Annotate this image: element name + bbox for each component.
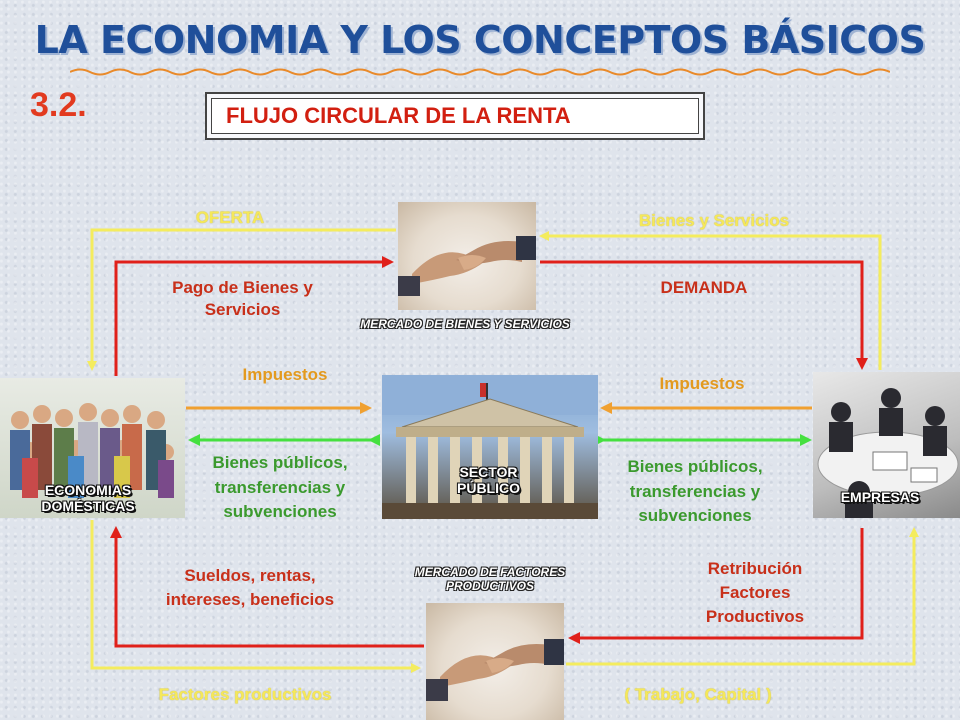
label-oferta: OFERTA (195, 208, 265, 227)
goods-market-image (398, 202, 536, 310)
label-bienes-publicos-right: Bienes públicos, transferencias y subvenciones (627, 457, 763, 526)
label-impuestos-left: Impuestos (242, 365, 328, 384)
subtitle: FLUJO CIRCULAR DE LA RENTA (226, 103, 571, 128)
label-demanda: DEMANDA (660, 278, 748, 297)
label-impuestos-right: Impuestos (659, 374, 745, 393)
handshake-icon (426, 603, 564, 720)
households-label: ECONOMIAS DOMÉSTICAS (41, 482, 135, 515)
label-bienes-publicos-left: Bienes públicos, transferencias y subvenciones (212, 453, 348, 522)
label-factores-productivos: Factores productivos (158, 685, 332, 704)
yellow-flow-top-right (542, 236, 880, 370)
page-title: LA ECONOMIA Y LOS CONCEPTOS BÁSICOS (34, 18, 926, 62)
public-sector-label: SECTOR PÚBLICO (457, 464, 520, 497)
goods-market-caption: MERCADO DE BIENES Y SERVICIOS (360, 317, 570, 331)
public-sector-image (382, 375, 598, 519)
label-trabajo-capital: ( Trabajo, Capital ) (624, 685, 772, 704)
factor-market-caption: MERCADO DE FACTORES PRODUCTIVOS (414, 565, 566, 594)
label-pago-bienes: Pago de Bienes y Servicios (172, 278, 313, 320)
label-bienes-servicios: Bienes y Servicios (638, 211, 790, 230)
handshake-icon (398, 202, 536, 310)
parliament-icon (382, 375, 598, 519)
firms-label: EMPRESAS (840, 489, 920, 505)
section-number: 3.2. (30, 86, 87, 124)
factor-market-image (426, 603, 564, 720)
label-retribucion: Retribución Factores Productivos (705, 559, 805, 626)
label-sueldos: Sueldos, rentas, intereses, beneficios (165, 566, 335, 609)
